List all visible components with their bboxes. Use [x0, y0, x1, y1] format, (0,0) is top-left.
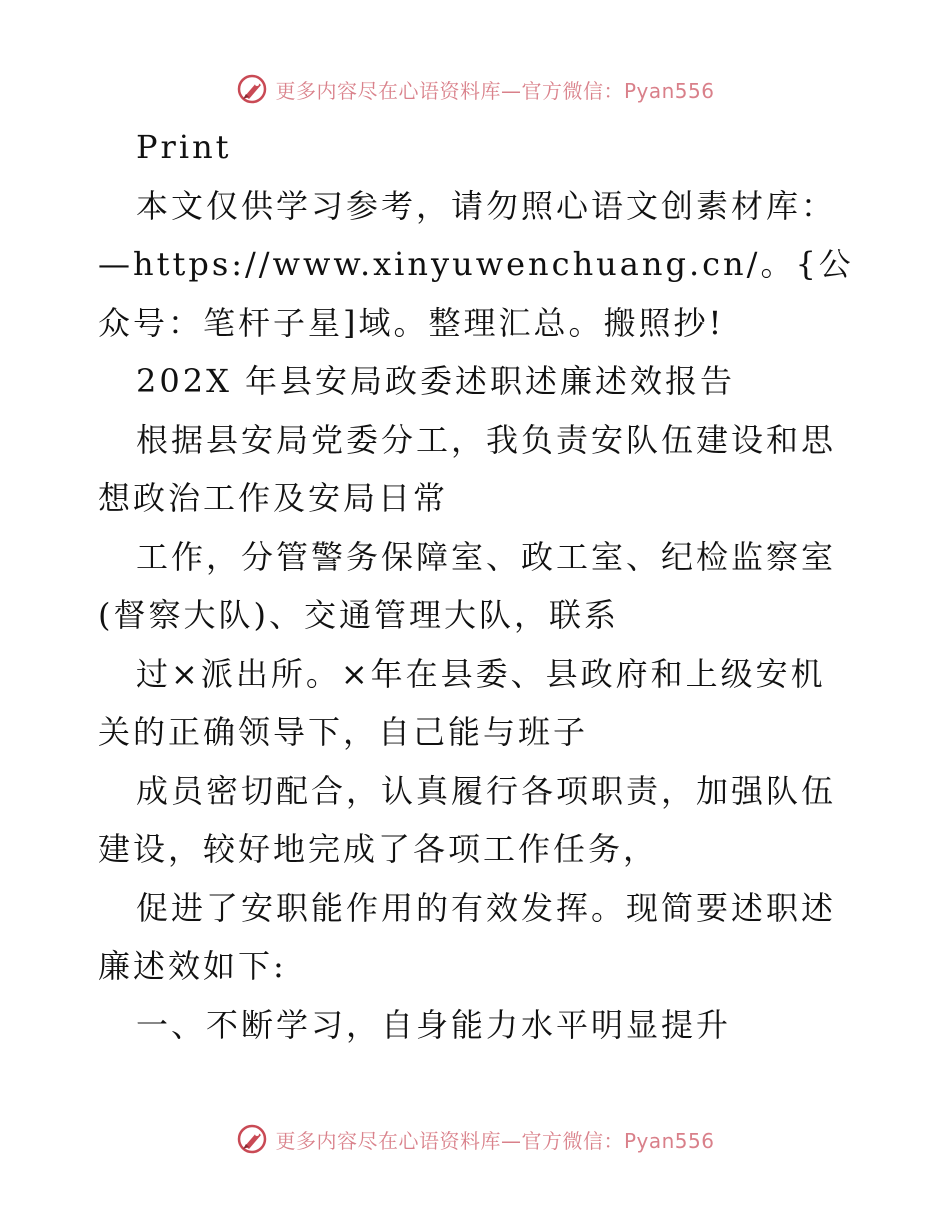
disclaimer-paragraph: 本文仅供学习参考，请勿照心语文创素材库：—https://www.xinyuwenchuang.cn/。{公众号：笔杆子星]域。整理汇总。搬照抄! [98, 186, 854, 342]
pen-nib-seal-icon [235, 1122, 269, 1156]
watermark-text: 更多内容尽在心语资料库—官方微信：Pyan556 [275, 1128, 715, 1153]
body-paragraph: 根据县安局党委分工，我负责安队伍建设和思想政治工作及安局日常 [98, 420, 837, 517]
document-body [98, 118, 858, 1054]
body-paragraph: 促进了安职能作用的有效发挥。现简要述职述廉述效如下: [98, 888, 837, 985]
pen-nib-seal-icon [235, 72, 269, 106]
section-heading: 一、不断学习，自身能力水平明显提升 [136, 1005, 732, 1044]
body-paragraph: 成员密切配合，认真履行各项职责，加强队伍建设，较好地完成了各项工作任务， [98, 771, 837, 868]
footer-watermark [0, 1122, 950, 1156]
body-paragraph: 过×派出所。×年在县委、县政府和上级安机关的正确领导下，自己能与班子 [98, 654, 826, 751]
report-title: 202X 年县安局政委述职述廉述效报告 [136, 362, 736, 400]
print-label: Print [136, 128, 232, 166]
header-watermark [0, 72, 950, 106]
watermark-text: 更多内容尽在心语资料库—官方微信：Pyan556 [275, 78, 715, 103]
body-paragraph: 工作，分管警务保障室、政工室、纪检监察室(督察大队)、交通管理大队，联系 [98, 537, 837, 634]
